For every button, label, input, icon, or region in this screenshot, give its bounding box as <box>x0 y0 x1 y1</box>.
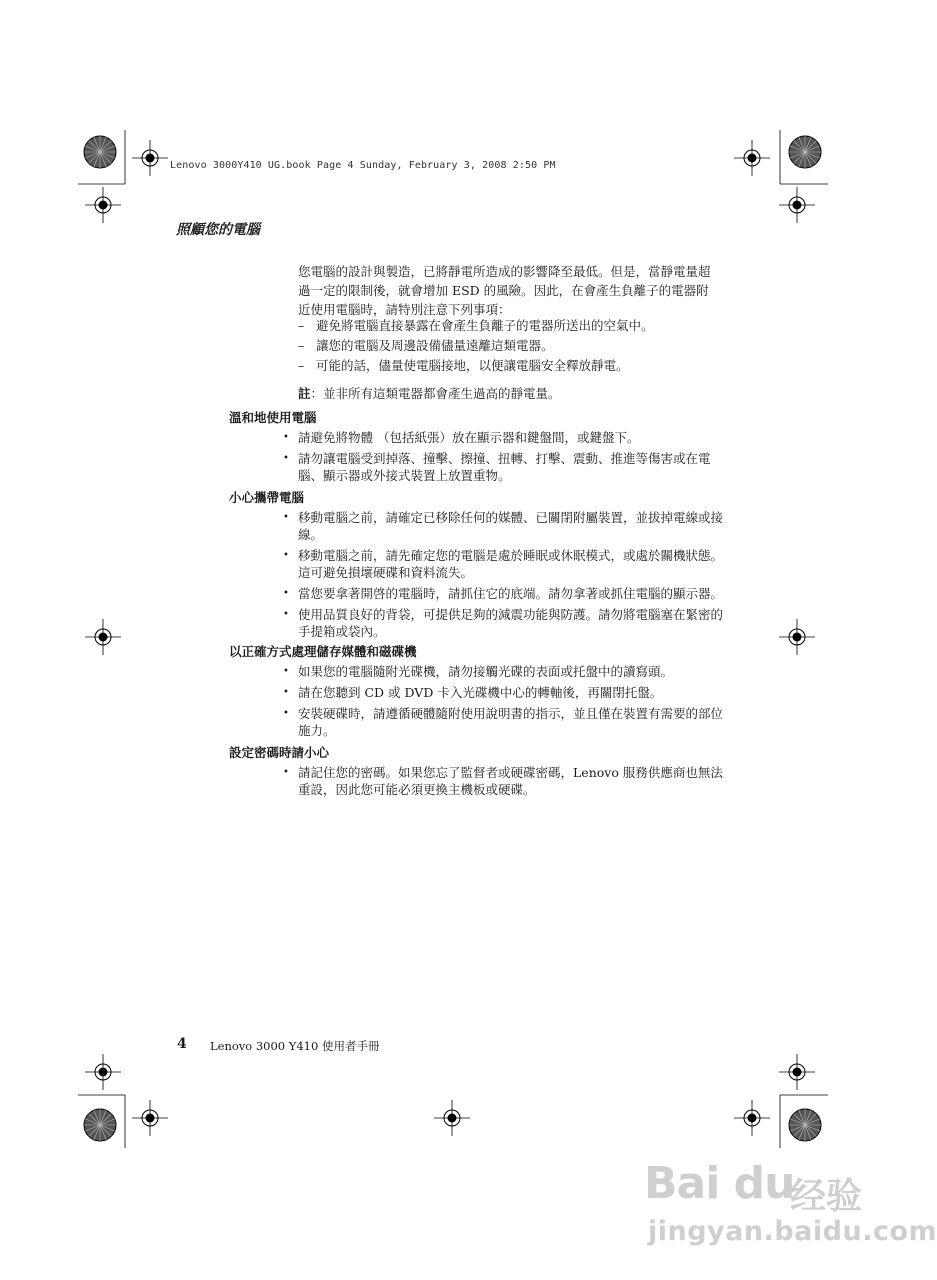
watermark-brand: Bai du <box>644 1158 795 1209</box>
section-heading: 以正確方式處理儲存媒體和磁碟機 <box>229 644 417 659</box>
bullet-glyph: • <box>283 666 289 677</box>
note-label: 註 <box>298 386 311 401</box>
print-file-header: Lenovo 3000Y410 UG.book Page 4 Sunday, February 3, 2008 2:50 PM <box>170 160 556 171</box>
intro-line: 過一定的限制後，就會增加 ESD 的風險。因此，在會產生負離子的電器附 <box>298 283 709 298</box>
page-number: 4 <box>177 1036 187 1052</box>
bullet-list <box>283 509 723 644</box>
bullet-list <box>283 764 723 802</box>
list-item-text: 安裝硬碟時，請遵循硬體隨附使用說明書的指示，並且僅在裝置有需要的部位施力。 <box>298 706 724 738</box>
list-item-text: 讓您的電腦及周邊設備儘量遠離這類電器。 <box>316 338 554 353</box>
bullet-glyph: • <box>283 687 289 698</box>
section-heading: 溫和地使用電腦 <box>229 410 317 425</box>
star-mark-bottom-right <box>789 1109 821 1141</box>
list-item-text: 可能的話，儘量使電腦接地，以便讓電腦安全釋放靜電。 <box>316 358 629 373</box>
section-heading: 小心攜帶電腦 <box>229 490 305 505</box>
list-item-text: 當您要拿著開啓的電腦時，請抓住它的底端。請勿拿著或抓住電腦的顯示器。 <box>298 586 724 601</box>
list-item-text: 請記住您的密碼。如果您忘了監督者或硬碟密碼，Lenovo 服務供應商也無法重設，因此您可能必須更換主機板或硬碟。 <box>298 765 723 797</box>
bullet-glyph: • <box>283 609 289 620</box>
star-mark-top-left <box>84 136 116 168</box>
bullet-glyph: • <box>283 767 289 778</box>
page-title: 照顧您的電腦 <box>176 222 260 238</box>
list-item <box>283 450 723 484</box>
bullet-list <box>283 663 723 743</box>
list-item <box>283 585 723 602</box>
list-item-text: 如果您的電腦隨附光碟機，請勿接觸光碟的表面或托盤中的讀寫頭。 <box>298 664 674 679</box>
list-item <box>283 509 723 543</box>
list-item-text: 移動電腦之前，請先確定您的電腦是處於睡眠或休眠模式，或處於關機狀態。這可避免損壞硬碟和資料流失。 <box>298 548 724 580</box>
list-item <box>283 764 723 798</box>
list-item <box>283 547 723 581</box>
list-item-text: 請避免將物體 （包括紙張）放在顯示器和鍵盤間，或鍵盤下。 <box>298 430 640 445</box>
list-item <box>283 606 723 640</box>
list-item <box>298 356 723 375</box>
bullet-glyph: • <box>283 453 289 464</box>
bullet-glyph: • <box>283 432 289 443</box>
section-heading: 設定密碼時請小心 <box>229 745 330 760</box>
list-item <box>283 705 723 739</box>
dash-glyph: – <box>298 338 305 353</box>
bullet-list <box>283 429 723 488</box>
list-item-text: 避免將電腦直接暴露在會產生負離子的電器所送出的空氣中。 <box>316 318 654 333</box>
star-mark-top-right <box>789 136 821 168</box>
list-item-text: 請在您聽到 CD 或 DVD 卡入光碟機中心的轉軸後，再關閉托盤。 <box>298 685 663 700</box>
bullet-glyph: • <box>283 708 289 719</box>
intro-line: 您電腦的設計與製造，已將靜電所造成的影響降至最低。但是，當靜電量超 <box>298 264 711 279</box>
baidu-watermark <box>640 1158 937 1268</box>
intro-paragraph <box>298 262 723 319</box>
list-item <box>283 429 723 446</box>
intro-line: 近使用電腦時，請特別注意下列事項： <box>298 302 511 317</box>
list-item <box>283 684 723 701</box>
note <box>298 384 561 402</box>
running-footer: Lenovo 3000 Y410 使用者手冊 <box>210 1039 380 1053</box>
dash-glyph: – <box>298 358 305 373</box>
static-precaution-list <box>298 316 723 376</box>
bullet-glyph: • <box>283 550 289 561</box>
list-item <box>298 316 723 335</box>
list-item <box>298 336 723 355</box>
note-text: ：並非所有這類電器都會產生過高的靜電量。 <box>310 386 561 401</box>
list-item-text: 請勿讓電腦受到掉落、撞擊、擦撞、扭轉、打擊、震動、推進等傷害或在電腦、顯示器或外接式裝置上放置重物。 <box>298 451 711 483</box>
list-item-text: 移動電腦之前，請確定已移除任何的媒體、已關閉附屬裝置，並拔掉電線或接線。 <box>298 510 724 542</box>
dash-glyph: – <box>298 318 305 333</box>
list-item <box>283 663 723 680</box>
star-mark-bottom-left <box>84 1109 116 1141</box>
bullet-glyph: • <box>283 512 289 523</box>
watermark-cn: 经验 <box>790 1176 863 1217</box>
watermark-url: jingyan.baidu.com <box>648 1216 937 1247</box>
bullet-glyph: • <box>283 588 289 599</box>
list-item-text: 使用品質良好的背袋，可提供足夠的減震功能與防護。請勿將電腦塞在緊密的手提箱或袋內。 <box>298 607 724 639</box>
